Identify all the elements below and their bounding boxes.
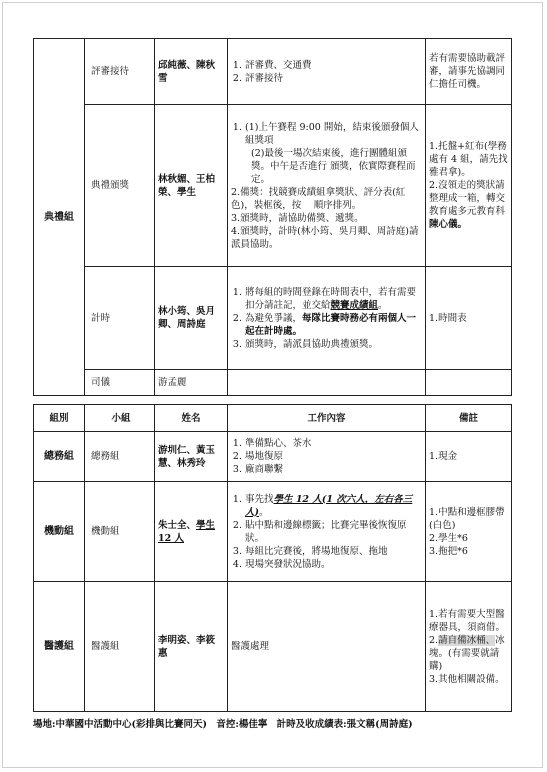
names-general-affairs: 游圳仁、黃玉慧、林秀玲 — [155, 432, 228, 482]
names-judge-reception: 邱純薇、陳秋雪 — [155, 39, 228, 105]
names-emcee: 游孟麗 — [155, 370, 228, 396]
row-emcee — [34, 370, 512, 396]
task-item: 3. 每組比完賽後，將場地復原、拖地 — [245, 545, 422, 558]
note-mobile — [426, 482, 512, 582]
task-item: 2. 貼中點和邊線標籤；比賽完畢後恢復原狀。 — [245, 519, 422, 545]
tasks-medical: 醫護處理 — [228, 582, 426, 712]
sub-medical: 醫護組 — [85, 582, 155, 712]
ceremony-table — [33, 38, 512, 396]
note-line: 1.中點和邊框膠帶(白色) — [429, 506, 505, 531]
footer-venue: 場地:中華國中活動中心(彩排與比賽同天) — [33, 719, 207, 730]
note-b-contact: 陳心儀。 — [429, 219, 468, 230]
document-page — [33, 38, 511, 730]
header-sub: 小組 — [85, 405, 155, 432]
note-award-ceremony — [426, 105, 512, 267]
group-ceremony: 典禮組 — [34, 39, 85, 396]
sub-timing: 計時 — [85, 267, 155, 370]
names-mobile — [155, 482, 228, 582]
note-line: 1.若有需要大型醫療器具，須商借。 — [429, 608, 506, 633]
footer — [33, 716, 511, 730]
table-header-row — [34, 405, 512, 432]
task-3: 3.頒獎時，請協助備獎、遞獎。 — [231, 212, 364, 224]
header-note: 備註 — [426, 405, 512, 432]
task-item: 1. 準備點心、茶水 — [245, 437, 422, 450]
row-award-ceremony — [34, 105, 512, 267]
duty-table — [33, 404, 512, 712]
note-judge-reception: 若有需要協助載評審，請事先協調同仁擔任司機。 — [426, 39, 512, 105]
names-award-ceremony: 林秋媚、王柏榮、學生 — [155, 105, 228, 267]
note-line: 3.拖把*6 — [429, 545, 468, 557]
group-mobile: 機動組 — [34, 482, 85, 582]
task-text: 。 — [259, 506, 269, 518]
task-item: 1. 評審費、交通費 — [245, 59, 422, 72]
group-general-affairs: 總務組 — [34, 432, 85, 482]
note-general-affairs: 1.現金 — [426, 432, 512, 482]
note-medical — [426, 582, 512, 712]
footer-timing: 計時及收成績表:張文稱(周詩庭) — [276, 719, 413, 730]
row-judge-reception — [34, 39, 512, 105]
footer-sound: 音控:楊佳寧 — [216, 719, 268, 730]
task-emphasis: 學生 12 人(1 次六人，左右各三人) — [245, 493, 413, 518]
tasks-award-ceremony — [228, 105, 426, 267]
task-item: 3. 廠商聯繫 — [245, 463, 422, 476]
task-item — [245, 312, 422, 338]
note-emcee — [426, 370, 512, 396]
note-b — [429, 179, 508, 231]
task-text: 。 — [378, 299, 388, 311]
task-text: 為避免爭議， — [245, 312, 303, 324]
task-1-part-1: 1. (1)上午賽程 9:00 開始，結束後頒發個人組獎項 — [245, 121, 419, 146]
row-timing — [34, 267, 512, 370]
names-text: 朱士全、 — [158, 519, 197, 531]
task-item — [245, 121, 422, 186]
task-text: 事先找 — [245, 493, 274, 505]
sub-emcee: 司儀 — [85, 370, 155, 396]
sub-award-ceremony: 典禮頒獎 — [85, 105, 155, 267]
task-item: 4. 現場突發狀況協助。 — [245, 558, 422, 571]
note-line — [429, 634, 508, 673]
task-item: 3. 頒獎時，請派員協助典禮頒獎。 — [245, 338, 422, 351]
group-medical: 醫護組 — [34, 582, 85, 712]
note-line: 3.其他相關設備。 — [429, 673, 505, 685]
header-group: 組別 — [34, 405, 85, 432]
task-1-part-2: (2)最後一場次結束後，進行團體組頒獎。中午是否進行 頒獎，依實際賽程而定。 — [251, 147, 416, 185]
task-item — [245, 493, 422, 519]
tasks-mobile — [228, 482, 426, 582]
sub-general-affairs: 總務組 — [85, 432, 155, 482]
note-text: 冰塊。(有需要就請購) — [429, 634, 505, 672]
names-timing: 林小筠、吳月卿、周詩庭 — [155, 267, 228, 370]
tasks-emcee — [228, 370, 426, 396]
names-medical: 李明姿、李筱惠 — [155, 582, 228, 712]
task-emphasis: 競賽成績組 — [330, 299, 379, 311]
task-text: 將每組的時間登錄在時間表中，若有需要扣分請註記，並交給 — [245, 286, 417, 311]
row-mobile — [34, 482, 512, 582]
note-line: 2.學生*6 — [429, 532, 468, 544]
row-medical — [34, 582, 512, 712]
tasks-judge-reception — [228, 39, 426, 105]
task-emphasis: 每隊比賽時務必有兩個人一起在計時處。 — [245, 312, 417, 337]
note-a: 1.托盤+紅布(學務處有 4 組，請先找雅君拿)。 — [429, 141, 508, 178]
note-num: 2. — [429, 634, 439, 646]
sub-judge-reception: 評審接待 — [85, 39, 155, 105]
header-tasks: 工作內容 — [228, 405, 426, 432]
row-general-affairs — [34, 432, 512, 482]
sub-mobile: 機動組 — [85, 482, 155, 582]
task-item: 2. 評審接待 — [245, 72, 422, 85]
names-students: 學生 12 人 — [158, 519, 216, 544]
header-names: 姓名 — [155, 405, 228, 432]
task-4: 4.頒獎時，計時(林小筠、吳月卿、周詩庭)請派員協助。 — [231, 225, 419, 250]
note-b-text: 2.沒領走的獎狀請整理成一箱，轉交教育處多元教育科 — [429, 180, 506, 217]
task-item — [245, 286, 422, 312]
task-item: 2. 場地復原 — [245, 450, 422, 463]
tasks-timing — [228, 267, 426, 370]
note-highlight: 請自備冰桶、 — [438, 634, 496, 646]
note-timing: 1.時間表 — [426, 267, 512, 370]
tasks-general-affairs — [228, 432, 426, 482]
task-2: 2.備獎：找競賽成績組拿獎狀、評分表(紅色)，裝框後，按 順序排列。 — [231, 186, 406, 211]
